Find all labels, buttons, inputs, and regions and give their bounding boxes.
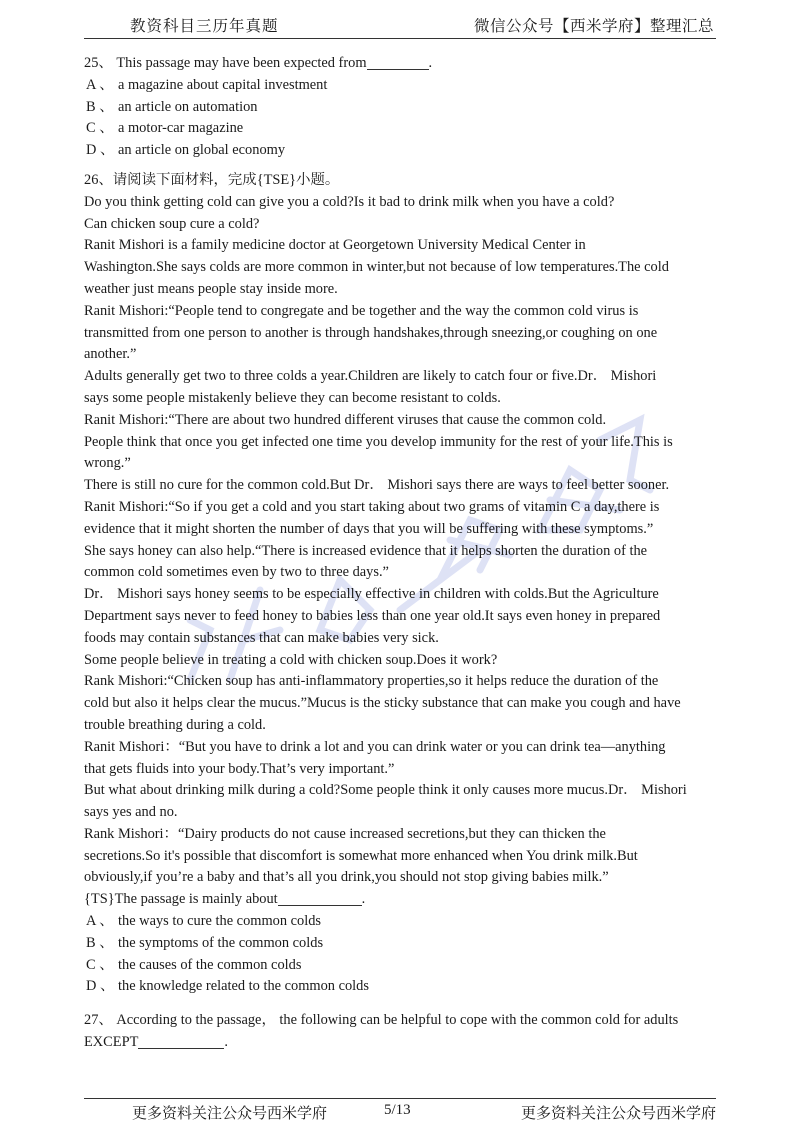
option-text: a magazine about capital investment (118, 76, 328, 93)
page-footer (84, 1098, 716, 1123)
passage-line: Some people believe in treating a cold with chicken soup.Does it work? (84, 651, 498, 668)
option-letter: C 、 (86, 956, 114, 973)
question-25-option-c[interactable] (84, 118, 720, 140)
passage-line: transmitted from one person to another is through handshakes,through sneezing,or coughing on one (84, 324, 658, 341)
option-text: an article on automation (118, 98, 258, 115)
option-text: the ways to cure the common colds (118, 913, 322, 930)
passage-line: obviously,if you’re a baby and that’s all you drink,you should not stop giving babies milk.” (84, 869, 609, 886)
question-26-intro: 26、请阅读下面材料，完成{TSE}小题。 (84, 171, 340, 188)
passage-line: Washington.She says colds are more common in winter,but not because of low temperatures.The cold (84, 259, 669, 276)
question-26-stem (84, 889, 720, 911)
passage-line: common cold sometimes even by two to three days.” (84, 564, 389, 581)
question-26-option-c[interactable] (84, 955, 720, 977)
question-26-option-d[interactable] (84, 976, 720, 998)
passage-line: evidence that it might shorten the number of days that you will be suffering with these symptoms.” (84, 520, 654, 537)
option-letter: C 、 (86, 120, 114, 137)
passage-line: Ranit Mishori:“So if you get a cold and you start taking about two grams of vitamin C a day,there is (84, 498, 660, 515)
passage-line: Ranit Mishori is a family medicine doctor at Georgetown University Medical Center in (84, 237, 586, 254)
header-title: 教资科目三历年真题 (130, 18, 279, 35)
passage-line: But what about drinking milk during a cold?Some people think it only causes more mucus.Dr． Mishori (84, 782, 687, 799)
page-number: 5/13 (384, 1102, 411, 1118)
passage-line: Adults generally get two to three colds a year.Children are likely to catch four or five.Dr． Mishori (84, 368, 657, 385)
question-25-option-b[interactable] (84, 97, 720, 119)
option-text: the symptoms of the common colds (118, 934, 324, 951)
spacer (84, 162, 720, 170)
passage-line: Ranit Mishori：“But you have to drink a lot and you can drink water or you can drink tea—anything (84, 738, 666, 755)
passage-line: secretions.So it's possible that discomfort is somewhat more enhanced when You drink milk.But (84, 847, 638, 864)
question-25-stem (84, 53, 720, 75)
passage-line: foods may contain substances that can make babies very sick. (84, 629, 439, 646)
passage-line: Can chicken soup cure a cold? (84, 215, 260, 232)
question-27-line2 (84, 1032, 720, 1054)
passage-line: Rank Mishori:“Chicken soup has anti-inflammatory properties,so it helps reduce the duration of the (84, 673, 659, 690)
passage-line: Ranit Mishori:“There are about two hundred different viruses that cause the common cold. (84, 411, 607, 428)
option-text: the causes of the common colds (118, 956, 302, 973)
passage-line: that gets fluids into your body.That’s very important.” (84, 760, 395, 777)
footer-right-text: 更多资料关注公众号西米学府 (520, 1106, 716, 1122)
passage-line: Do you think getting cold can give you a cold?Is it bad to drink milk when you have a cold? (84, 193, 615, 210)
question-25-text: 25、 This passage may have been expected from (84, 55, 367, 71)
option-letter: D 、 (86, 142, 115, 159)
spacer (84, 998, 720, 1010)
passage-line: cold but also it helps clear the mucus.”Mucus is the sticky substance that can make you cough and have (84, 695, 681, 712)
option-text: the knowledge related to the common colds (118, 978, 369, 995)
passage-line: says yes and no. (84, 804, 178, 821)
passage-line: trouble breathing during a cold. (84, 716, 266, 733)
passage-line: She says honey can also help.“There is increased evidence that it helps shorten the duration of the (84, 542, 648, 559)
answer-blank (278, 889, 362, 906)
option-letter: B 、 (86, 934, 114, 951)
question-25-end: . (428, 55, 433, 71)
passage-line: Rank Mishori：“Dairy products do not cause increased secretions,but they can thicken the (84, 825, 606, 842)
question-26-text: {TS}The passage is mainly about (84, 891, 278, 908)
question-26-option-b[interactable] (84, 933, 720, 955)
question-25-option-d[interactable] (84, 140, 720, 162)
page-content (84, 53, 720, 1054)
passage-line: People think that once you get infected one time you develop immunity for the rest of your life.This is (84, 433, 673, 450)
question-26-end: . (361, 891, 366, 908)
answer-blank (367, 53, 429, 70)
option-text: a motor-car magazine (118, 120, 244, 137)
passage-line: wrong.” (84, 455, 131, 472)
option-letter: B 、 (86, 98, 114, 115)
option-text: an article on global economy (118, 142, 286, 159)
question-26-option-a[interactable] (84, 911, 720, 933)
header-source: 微信公众号【西米学府】整理汇总 (473, 18, 714, 35)
question-27-line1: 27、 According to the passage， the following can be helpful to cope with the common cold for adults (84, 1012, 679, 1029)
answer-blank (138, 1032, 224, 1049)
option-letter: A 、 (86, 76, 114, 93)
passage-line: another.” (84, 346, 137, 363)
page-header (84, 10, 716, 39)
question-27-except: EXCEPT (84, 1034, 139, 1051)
reading-passage (84, 192, 720, 890)
passage-line: says some people mistakenly believe they can become resistant to colds. (84, 389, 501, 406)
passage-line: Dr． Mishori says honey seems to be especially effective in children with colds.But the Agriculture (84, 586, 659, 603)
question-25-option-a[interactable] (84, 75, 720, 97)
passage-line: There is still no cure for the common cold.But Dr． Mishori says there are ways to feel better sooner. (84, 477, 670, 494)
option-letter: D 、 (86, 978, 115, 995)
question-27-end: . (224, 1034, 228, 1051)
passage-line: weather just means people stay inside more. (84, 280, 338, 297)
footer-left-text: 更多资料关注公众号西米学府 (132, 1106, 328, 1122)
passage-line: Ranit Mishori:“People tend to congregate and be together and the way the common cold virus is (84, 302, 639, 319)
option-letter: A 、 (86, 913, 114, 930)
passage-line: Department says never to feed honey to babies less than one year old.It says even honey in prepared (84, 607, 661, 624)
